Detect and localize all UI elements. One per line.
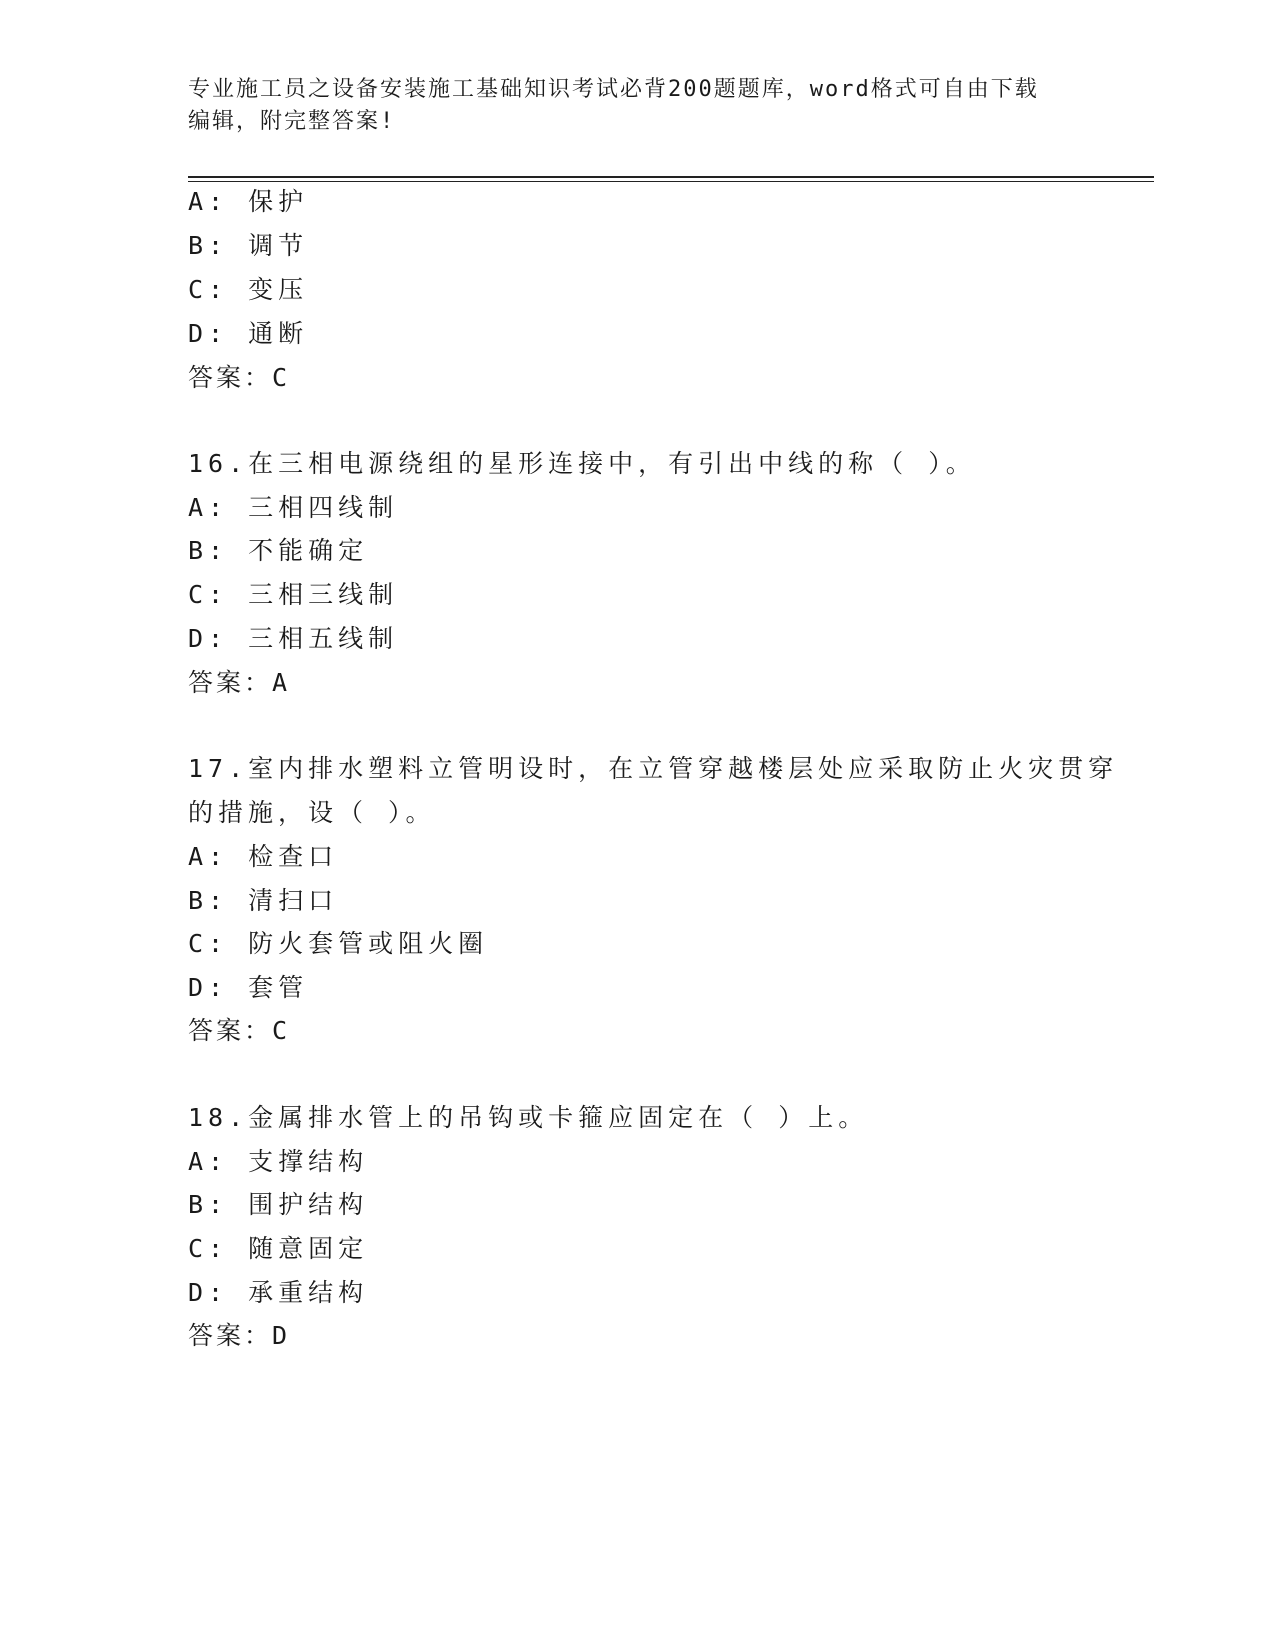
q17-option-a: A: 检查口 <box>188 842 339 871</box>
q18-option-d: D: 承重结构 <box>188 1278 369 1307</box>
q18-option-b: B: 围护结构 <box>188 1190 369 1219</box>
q17-option-c: C: 防火套管或阻火圈 <box>188 929 489 958</box>
q17-question-line-2: 的措施，设（ ）。 <box>188 798 436 827</box>
q15-option-b: B: 调节 <box>188 231 309 260</box>
q16-option-b: B: 不能确定 <box>188 536 369 565</box>
q16-option-d: D: 三相五线制 <box>188 624 399 653</box>
q17-option-d: D: 套管 <box>188 973 309 1002</box>
q18-question: 18.金属排水管上的吊钩或卡箍应固定在（ ）上。 <box>188 1103 869 1132</box>
header-title-line-2: 编辑，附完整答案! <box>188 109 396 134</box>
q16-option-a: A: 三相四线制 <box>188 493 399 522</box>
q18-option-a: A: 支撑结构 <box>188 1147 369 1176</box>
document-header <box>188 74 1088 138</box>
header-divider-thick <box>188 176 1154 178</box>
header-title-line-1: 专业施工员之设备安装施工基础知识考试必背200题题库，word格式可自由下载 <box>188 77 1039 102</box>
q18-answer: 答案：D <box>188 1321 291 1350</box>
header-divider-thin <box>188 181 1154 182</box>
q17-question-line-1: 17.室内排水塑料立管明设时，在立管穿越楼层处应采取防止火灾贯穿 <box>188 754 1119 783</box>
q15-option-d: D: 通断 <box>188 319 309 348</box>
q17-answer: 答案：C <box>188 1016 291 1045</box>
q18-option-c: C: 随意固定 <box>188 1234 369 1263</box>
q15-answer: 答案：C <box>188 363 291 392</box>
q16-option-c: C: 三相三线制 <box>188 580 399 609</box>
q15-option-a: A: 保护 <box>188 187 309 216</box>
q17-option-b: B: 清扫口 <box>188 886 339 915</box>
q16-answer: 答案：A <box>188 668 291 697</box>
q16-question: 16.在三相电源绕组的星形连接中，有引出中线的称（ ）。 <box>188 449 976 478</box>
q15-option-c: C: 变压 <box>188 275 309 304</box>
